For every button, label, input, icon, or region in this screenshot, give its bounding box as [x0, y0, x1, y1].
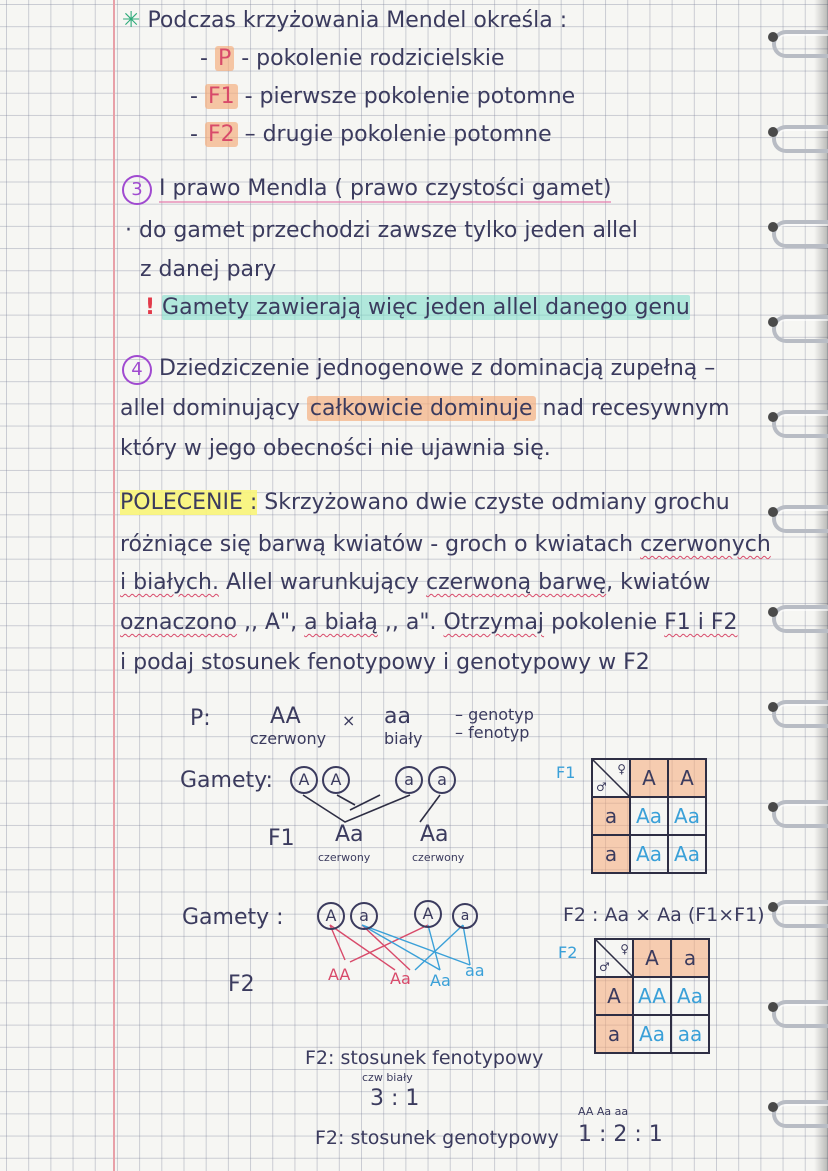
symbol: F2	[205, 122, 238, 147]
fenotyp-label: – fenotyp	[455, 723, 530, 742]
f2-cross: F2 : Aa × Aa (F1×F1)	[563, 904, 765, 926]
punnett-col-header: A	[633, 939, 671, 977]
f2-offspring: AA	[328, 965, 351, 984]
exclamation-icon: !	[145, 295, 156, 320]
punnett-col-header: A	[668, 759, 706, 797]
task-label: POLECENIE :	[120, 490, 258, 515]
section-number: 3	[122, 175, 152, 205]
phenotype-ratio: 3 : 1	[370, 1086, 420, 1111]
punnett-cell: Aa	[668, 797, 706, 835]
underlined-text: czerwoną barwę	[426, 570, 607, 595]
list-item: - F1 - pierwsze pokolenie potomne	[190, 84, 576, 109]
f1-phenotype: czerwony	[318, 851, 371, 864]
definition: pierwsze pokolenie potomne	[259, 84, 576, 109]
underlined-text: a białą	[304, 610, 378, 635]
punnett-row-header: a	[592, 797, 630, 835]
punnett-row-header: a	[592, 835, 630, 873]
underlined-text: czerwonych	[640, 532, 771, 557]
text-segment: ,, a".	[384, 610, 437, 635]
punnett-row-header: a	[595, 1015, 633, 1053]
gamety-label: Gamety :	[182, 905, 284, 930]
punnett-cell: Aa	[630, 835, 668, 873]
gamete: a	[452, 903, 478, 929]
list-item: - F2 – drugie pokolenie potomne	[190, 122, 552, 147]
underlined-text: F1 i F2	[664, 610, 738, 635]
punnett-square-f1	[591, 758, 707, 874]
f1-label: F1	[268, 826, 295, 851]
text-line: który w jego obecności nie ujawnia się.	[120, 436, 551, 461]
gamete: A	[317, 902, 345, 930]
task-line: i białych. Allel warunkujący czerwoną barwę, kwiatów	[120, 570, 711, 595]
section-title: I prawo Mendla ( prawo czystości gamet)	[159, 176, 612, 201]
gamete: a	[428, 766, 456, 794]
text-segment: różniące się barwą kwiatów - groch o kwiatach	[120, 532, 634, 557]
text-segment: kwiatów	[620, 570, 711, 595]
punnett-cell: Aa	[630, 797, 668, 835]
punnett-cell: aa	[671, 1015, 709, 1053]
definition: drugie pokolenie potomne	[262, 122, 552, 147]
section-title: Podczas krzyżowania Mendel określa :	[147, 8, 568, 33]
underlined-text: oznaczono	[120, 610, 237, 635]
genotype-ratio-labels: AA Aa aa	[578, 1105, 629, 1118]
definition: pokolenie rodzicielskie	[256, 46, 505, 71]
list-item: - P - pokolenie rodzicielskie	[200, 46, 505, 71]
punnett-cell: Aa	[668, 835, 706, 873]
text-line: · do gamet przechodzi zawsze tylko jeden allel	[125, 218, 638, 243]
gamete: a	[350, 902, 378, 930]
phenotype-ratio-labels: czw biały	[362, 1071, 413, 1084]
f2-offspring: Aa	[390, 969, 411, 988]
punnett-f2-label: F2	[558, 943, 578, 962]
f2-offspring: Aa	[430, 971, 451, 990]
gamete: A	[322, 766, 350, 794]
f2-label: F2	[228, 972, 255, 997]
symbol: F1	[205, 84, 238, 109]
punnett-square-f2	[594, 938, 710, 1054]
cross-symbol: ×	[342, 711, 356, 730]
task-line: i podaj stosunek fenotypowy i genotypowy w F2	[120, 650, 650, 675]
gamety-label: Gamety:	[180, 768, 273, 793]
punnett-f1-label: F1	[556, 763, 576, 782]
genotyp-label: – genotyp	[455, 705, 534, 724]
text-line: z danej pary	[140, 257, 277, 282]
f1-phenotype: czerwony	[412, 851, 465, 864]
genotype-ratio-title: F2: stosunek genotypowy	[315, 1127, 559, 1149]
punnett-corner: ♂ ♀	[592, 759, 630, 797]
text-segment: Skrzyżowano dwie czyste odmiany grochu	[264, 490, 730, 515]
section-number: 4	[122, 355, 152, 385]
f1-offspring: Aa	[335, 822, 364, 847]
symbol: P	[215, 46, 234, 71]
phenotype-red: czerwony	[250, 729, 327, 748]
punnett-col-header: A	[630, 759, 668, 797]
punnett-cell: AA	[633, 977, 671, 1015]
text-segment: nad recesywnym	[542, 396, 730, 421]
note-text: Gamety zawierają więc jeden allel danego genu	[162, 295, 690, 320]
highlighted-text: całkowicie dominuje	[307, 396, 536, 421]
gamete: A	[414, 900, 442, 928]
phenotype-ratio-title: F2: stosunek fenotypowy	[305, 1047, 544, 1069]
gamete: A	[290, 766, 318, 794]
asterisk-icon: ✳	[122, 8, 141, 33]
gamete: a	[395, 766, 423, 794]
underlined-text: i białych.	[120, 570, 219, 595]
phenotype-white: biały	[384, 729, 423, 748]
p-left-genotype: AA	[270, 704, 301, 729]
punnett-col-header: a	[671, 939, 709, 977]
text-line: Dziedziczenie jednogenowe z dominacją zupełną –	[159, 356, 716, 381]
f2-offspring: aa	[465, 961, 485, 980]
text-segment: ,, A",	[243, 610, 298, 635]
genotype-ratio: 1 : 2 : 1	[578, 1122, 663, 1147]
text-segment: allel dominujący	[120, 396, 300, 421]
f1-offspring: Aa	[420, 822, 449, 847]
punnett-row-header: A	[595, 977, 633, 1015]
p-right-genotype: aa	[384, 704, 411, 729]
underlined-text: Otrzymaj	[443, 610, 545, 635]
punnett-cell: Aa	[633, 1015, 671, 1053]
punnett-cell: Aa	[671, 977, 709, 1015]
text-segment: pokolenie	[551, 610, 658, 635]
text-segment: Allel warunkujący	[225, 570, 420, 595]
punnett-corner: ♂ ♀	[595, 939, 633, 977]
p-label: P:	[190, 706, 211, 731]
